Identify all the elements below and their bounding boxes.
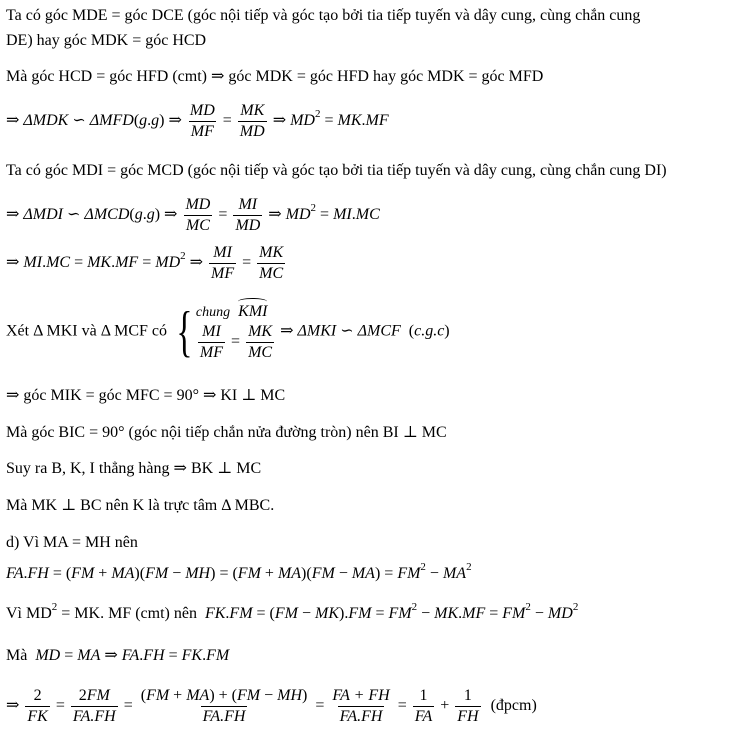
formula-similarity-mdi-mcd: ⇒ ΔMDI ∽ ΔMCD(g.g) ⇒ $\frac{MD}{MC}$ = $\frac{MI}{MD}$ ⇒ $MD^2 = MI.MC$	[6, 196, 380, 234]
text-line-5: Ta có góc MDI = góc MCD (góc nội tiếp và góc tạo bởi tia tiếp tuyến và dây cung, cùng chắn cung DI)	[6, 162, 667, 179]
text-line-10: Mà góc BIC = 90° (góc nội tiếp chắn nửa đường tròn) nên BI ⊥ MC	[6, 424, 447, 441]
text-dpcm: (đpcm)	[490, 697, 537, 715]
formula-fa-fh: $FA.FH = (FM + MA)(FM - MH) = (FM + MA)(FM - MA) = FM^2 - MA^2$	[6, 561, 472, 582]
formula-fk-fm: Vì $MD^2$ = MK. MF (cmt) nên $FK.FM = (FM - MK).FM = FM^2 - MK.MF = FM^2 - MD^2$	[6, 601, 579, 622]
text-ma: Mà	[6, 647, 28, 664]
text-line-13: d) Vì MA = MH nên	[6, 534, 138, 551]
text-line-3: Mà góc HCD = góc HFD (cmt) ⇒ góc MDK = góc HFD hay góc MDK = góc MFD	[6, 68, 544, 85]
text-line-12: Mà MK ⊥ BC nên K là trực tâm Δ MBC.	[6, 497, 275, 514]
text-vi-md: Vì MD	[6, 605, 52, 622]
text-line-1: Ta có góc MDE = góc DCE (góc nội tiếp và góc tạo bởi tia tiếp tuyến và dây cung, cùng chắn cung	[6, 7, 641, 24]
text-line-2: DE) hay góc MDK = góc HCD	[6, 32, 207, 49]
formula-ratio-mi-mf: ⇒ $MI.MC = MK.MF = MD^2$ ⇒ $\frac{MI}{MF}$ = $\frac{MK}{MC}$	[6, 244, 284, 282]
text-mk-mf-cmt: = MK. MF (cmt) nên	[61, 605, 197, 622]
text-xet: Xét Δ MKI và Δ MCF có	[6, 322, 168, 340]
formula-system-mki-mcf: Xét Δ MKI và Δ MCF có { chung KMI $\frac{MI}{MF}$ = $\frac{MK}{MC}$ ⇒ ΔMKI ∽ ΔMCF (c.g.c)	[6, 301, 450, 363]
formula-md-ma: Mà MD = MA ⇒ FA.FH = FK.FM	[6, 647, 230, 664]
formula-similarity-mdk-mfd: ⇒ ΔMDK ∽ ΔMFD(g.g) ⇒ $\frac{MD}{MF}$ = $\frac{MK}{MD}$ ⇒ $MD^2 = MK.MF$	[6, 102, 389, 140]
text-line-9: ⇒ góc MIK = góc MFC = 90° ⇒ KI ⊥ MC	[6, 387, 286, 404]
text-line-11: Suy ra B, K, I thẳng hàng ⇒ BK ⊥ MC	[6, 460, 262, 477]
formula-conclusion: ⇒ $\frac{2}{FK}$ = $\frac{2FM}{FA.FH}$ = $\frac{(FM + MA) + (FM - MH)}{FA.FH}$ = $\frac{FA + FH}{FA.FH}$ = $\frac{1}{FA}$ + $\frac{1}{FH}$ (đpcm)	[6, 687, 537, 725]
